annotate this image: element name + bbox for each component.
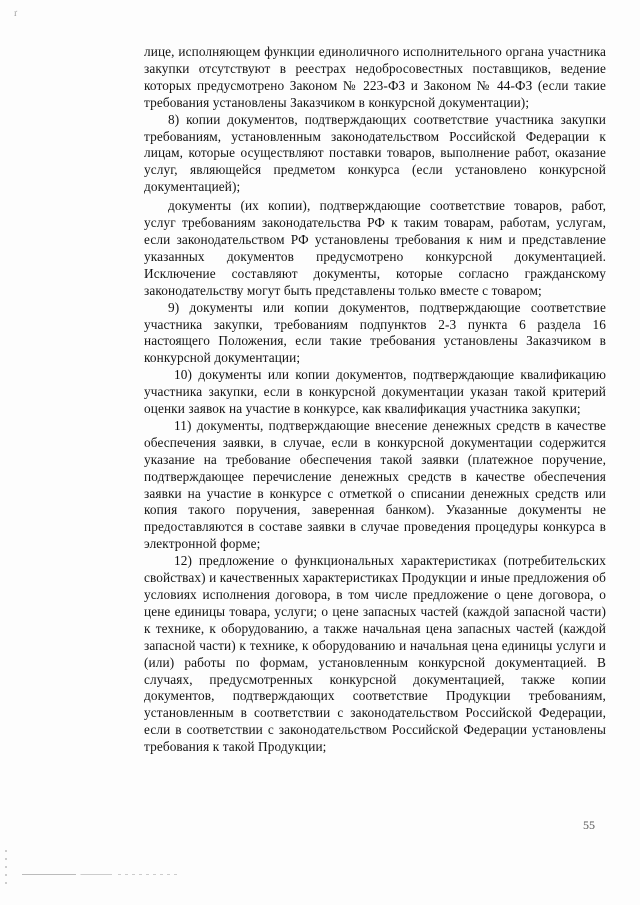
paragraph-item-12: 12) предложение о функциональных характеристиках (потребительских свойствах) и качественных характеристиках Продукции и иные предложения об условиях исполнения договора, в том числе предложение о цене договора, о цене единицы товара, услуги; о цене запасных частей (каждой запасной части) к технике, к оборудованию, а также начальная цена запасных частей (каждой запасной части) к технике, к оборудованию и начальная цена единицы услуги и (или) работы по формам, установленным конкурсной документацией. В случаях, предусмотренных конкурсной документацией, также копии документов, подтверждающих соответствие Продукции требованиям, установленным в соответствии с законодательством Российской Федерации, если в соответствии с законодательством Российской Федерации установлены требования к такой Продукции; xyxy=(144,553,606,755)
paragraph-continuation: лице, исполняющем функции единоличного исполнительного органа участника закупки отсутствуют в реестрах недобросовестных поставщиков, ведение которых предусмотрено Законом № 223-ФЗ и Законом № 44-ФЗ (если такие требования установлены Заказчиком в конкурсной документации); xyxy=(144,44,606,110)
margin-mark: ґ xyxy=(14,8,18,18)
paragraph-item-8: 8) копии документов, подтверждающих соответствие участника закупки требованиям, установленным законодательством Российской Федерации к лицам, которые осуществляют поставки товаров, выполнение работ, оказание услуг, являющейся предметом конкурса (если установлено конкурсной документацией); xyxy=(144,111,606,195)
paragraph-item-9: 9) документы или копии документов, подтверждающие соответствие участника закупки, требованиям подпунктов 2-3 пункта 6 раздела 16 настоящего Положения, если такие требования установлены Заказчиком в конкурсной документации; xyxy=(144,299,606,366)
page-number: 55 xyxy=(583,818,595,832)
paragraph-item-11: 11) документы, подтверждающие внесение денежных средств в качестве обеспечения заявки, в случае, если в конкурсной документации содержится указание на требование обеспечения такой заявки (платежное поручение, подтверждающее перечисление денежных средств в качестве обеспечения заявки на участие в конкурсе с отметкой о списании денежных средств или копия такого поручения, заверенная банком). Указанные документы не предоставляются в составе заявки в случае проведения процедуры конкурса в электронной форме; xyxy=(144,417,606,552)
paragraph-goods-documents: документы (их копии), подтверждающие соответствие товаров, работ, услуг требованиям законодательства РФ к таким товарам, работам, услугам, если законодательством РФ установлены требования к ним и представление указанных документов предусмотрено конкурсной документацией. Исключение составляют документы, которые согласно гражданскому законодательству могут быть представлены только вместе с товаром; xyxy=(144,198,606,298)
scan-artifact-line xyxy=(22,874,112,875)
paragraph-item-10: 10) документы или копии документов, подтверждающие квалификацию участника закупки, если в конкурсной документации указан такой критерий оценки заявок на участие в конкурсе, как квалификация участника закупки; xyxy=(144,367,606,417)
scan-artifact-left xyxy=(5,850,7,890)
document-body xyxy=(144,44,606,756)
scan-artifact-dashes xyxy=(118,874,178,875)
